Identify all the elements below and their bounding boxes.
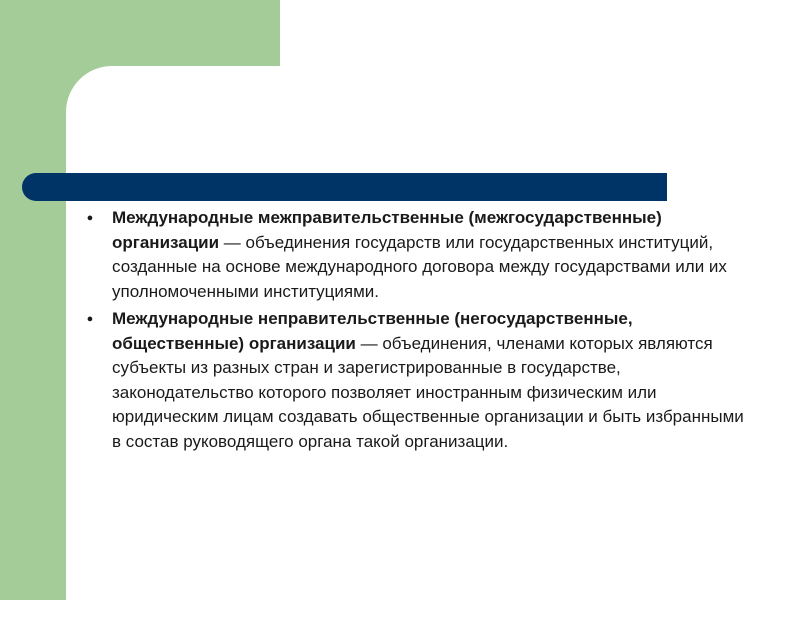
bullet-icon: ●: [86, 212, 94, 224]
item-term: Международные неправительственные (негосударственные, общественные) организации: [112, 309, 633, 353]
item-definition: — объединения, членами которых являются субъекты из разных стран и зарегистрированные в государстве, законодательство которого позволяет иностранным физическим или юридическим лицам создавать общественные организации и быть избранными в состав руководящего органа такой организации.: [112, 333, 744, 451]
item-definition: — объединения государств или государственных институций, созданные на основе международного договора между государствами или их уполномоченными институциями.: [112, 232, 727, 301]
bullet-icon: ●: [86, 313, 94, 325]
list-item: [84, 206, 744, 304]
list-item: [84, 307, 744, 454]
title-bar: [22, 173, 667, 201]
bullet-list: [84, 206, 744, 454]
item-term: Международные межправительственные (межгосударственные) организации: [112, 208, 662, 252]
